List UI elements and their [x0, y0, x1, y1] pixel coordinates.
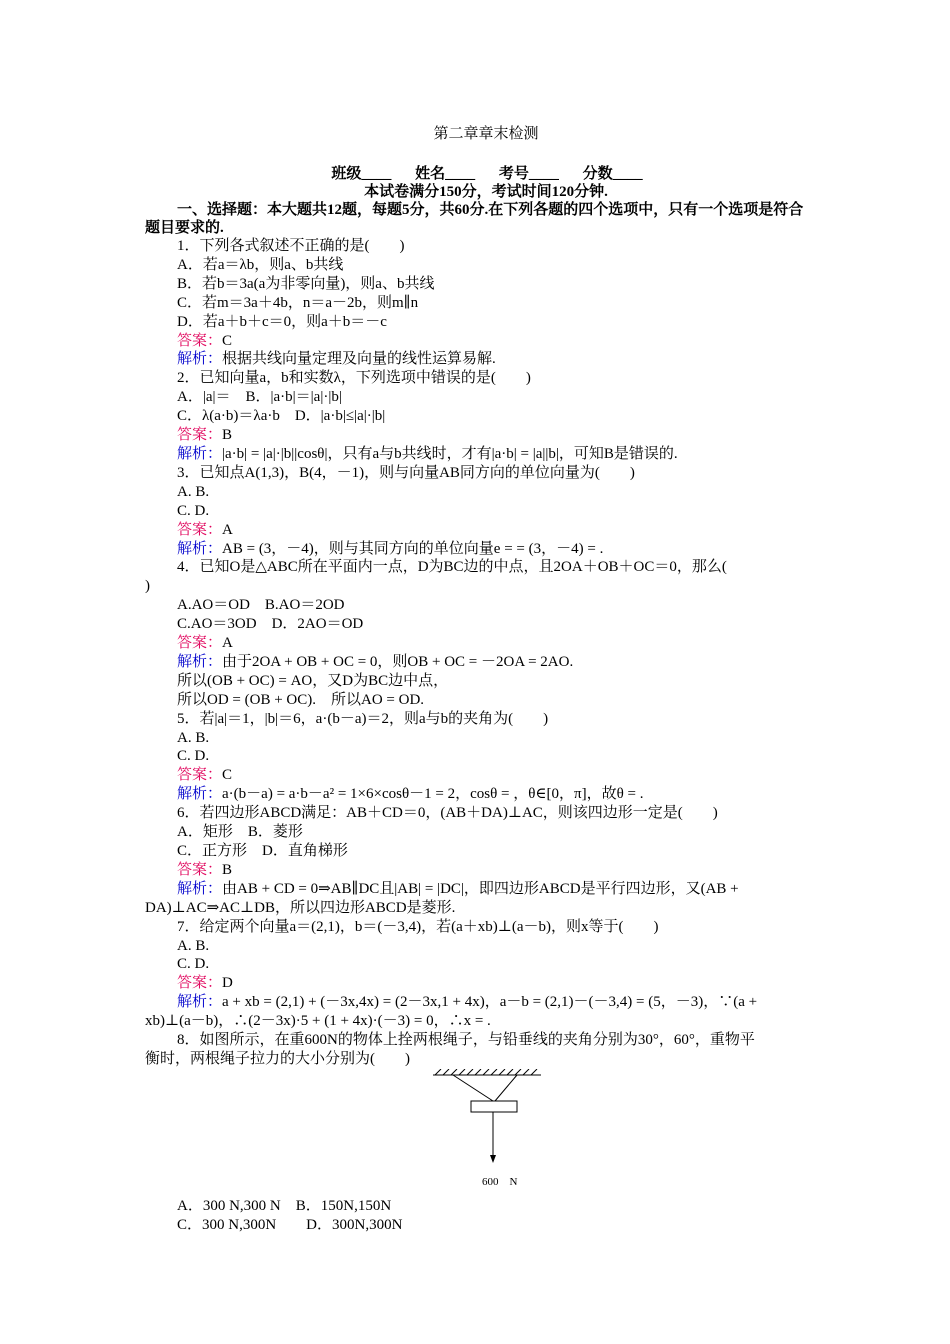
weight-block [471, 1101, 517, 1112]
exam-subtitle: 本试卷满分150分，考试时间120分钟. [364, 184, 608, 200]
document-page [145, 120, 807, 1235]
q3-explain [145, 540, 807, 559]
rope-right [495, 1075, 517, 1101]
score-field: 分数____ [582, 166, 643, 182]
q1-option-b: B．若b＝3a(a为非零向量)，则a、b共线 [177, 275, 435, 292]
class-field: 班级____ [331, 166, 392, 182]
q5-explain-text: a·(b－a) = a·b－a² = 1×6×cosθ－1 = 2，cosθ = ，θ∈[0，π]，故θ = . [222, 786, 644, 803]
q5-stem: 5．若|a|＝1，|b|＝6，a·(b－a)＝2，则a与b的夹角为( ) [177, 710, 549, 727]
explain-label: 解析： [177, 445, 223, 462]
q3-answer-value: A [222, 521, 233, 538]
explain-label: 解析： [177, 653, 223, 670]
q2-options-cd: C．λ(a·b)＝λa·b D．|a·b|≤|a|·|b| [177, 408, 386, 425]
q8-force-diagram [145, 1069, 807, 1197]
q2-stem: 2．已知向量a，b和实数λ，下列选项中错误的是( ) [177, 370, 531, 387]
q6-explain [145, 880, 807, 899]
answer-label: 答案： [177, 521, 223, 538]
figure-label: 600 N [482, 1175, 518, 1188]
q6-options-cd: C．正方形 D．直角梯形 [177, 843, 348, 859]
q1-option-c: C．若m＝3a＋4b，n＝a－2b，则m∥n [177, 294, 419, 311]
q5-options-ab: A. B. [177, 729, 210, 746]
q4-answer-value: A [222, 635, 233, 652]
q3-explain-text: AB = (3，－4)，则与其同方向的单位向量e = = (3，－4) = . [222, 540, 604, 557]
q4-stem-cont: ) [145, 578, 150, 595]
rope-left [453, 1075, 493, 1101]
q7-options-ab: A. B. [177, 937, 210, 954]
q5-explain [145, 785, 807, 804]
q4-explain-line-3: 所以OD = (OB + OC). 所以AO = OD. [177, 691, 425, 708]
q3-stem: 3．已知点A(1,3)，B(4，－1)，则与向量AB同方向的单位向量为( ) [177, 464, 635, 481]
answer-label: 答案： [177, 975, 223, 992]
answer-label: 答案： [177, 861, 223, 878]
q4-options-cd: C.AO＝3OD D．2AO＝OD [177, 616, 364, 633]
explain-label: 解析： [177, 540, 223, 557]
q7-answer [145, 974, 807, 993]
arrow-head-icon [490, 1155, 496, 1163]
answer-label: 答案： [177, 332, 223, 349]
section-heading: 一、选择题：本大题共12题，每题5分，共60分.在下列各题的四个选项中，只有一个选项是符合题目要求的. [145, 202, 804, 236]
q4-options-ab: A.AO＝OD B.AO＝2OD [177, 597, 345, 614]
q2-options-ab: A．|a|＝ B．|a·b|＝|a|·|b| [177, 389, 342, 406]
q8-options-cd: C．300 N,300N D．300N,300N [177, 1216, 403, 1233]
q1-explain [145, 350, 807, 369]
q5-options-cd: C. D. [177, 748, 210, 765]
q6-explain-text: 由AB + CD = 0⇒AB∥DC且|AB| = |DC|，即四边形ABCD是平行四边形，又(AB + [222, 880, 739, 897]
document-title: 第二章章末检测 [433, 126, 539, 142]
name-field: 姓名____ [415, 166, 476, 182]
q6-stem: 6．若四边形ABCD满足：AB＋CD＝0，(AB＋DA)⊥AC，则该四边形一定是( ) [177, 805, 718, 822]
q1-option-d: D．若a＋b＋c＝0，则a＋b＝－c [177, 313, 387, 330]
q2-explain-text: |a·b| = |a|·|b||cosθ|，只有a与b共线时，才有|a·b| = |a||b|，可知B是错误的. [222, 445, 678, 462]
explain-label: 解析： [177, 880, 223, 897]
q8-options-ab: A．300 N,300 N B．150N,150N [177, 1197, 392, 1214]
q6-options-ab: A．矩形 B．菱形 [177, 824, 303, 841]
q4-answer [145, 634, 807, 653]
q7-options-cd: C. D. [177, 956, 210, 973]
q4-explain-text: 由于2OA + OB + OC = 0，则OB + OC = －2OA = 2AO. [222, 653, 574, 670]
explain-label: 解析： [177, 786, 223, 803]
q2-answer-value: B [222, 427, 233, 444]
q2-explain [145, 445, 807, 464]
q8-stem-cont: 衡时，两根绳子拉力的大小分别为( ) [145, 1050, 410, 1067]
q6-answer [145, 861, 807, 880]
q3-answer [145, 521, 807, 540]
explain-label: 解析： [177, 351, 223, 368]
q3-options-ab: A. B. [177, 483, 210, 500]
q7-explain-text: a + xb = (2,1) + (－3x,4x) = (2－3x,1 + 4x)，a－b = (2,1)－(－3,4) = (5，－3)，∵(a + [222, 994, 758, 1011]
q1-explain-text: 根据共线向量定理及向量的线性运算易解. [222, 351, 496, 368]
q4-explain-line-2: 所以(OB + OC) = AO，又D为BC边中点， [177, 672, 449, 689]
q4-stem: 4．已知O是△ABC所在平面内一点，D为BC边的中点，且2OA＋OB＋OC＝0，那么( [177, 559, 727, 576]
q7-explain-line-2: xb)⊥(a－b)，∴(2－3x)·5 + (1 + 4x)·(－3) = 0，∴x = . [145, 1013, 491, 1030]
q5-answer-value: C [222, 767, 233, 784]
q7-stem: 7．给定两个向量a＝(2,1)，b＝(－3,4)，若(a＋xb)⊥(a－b)，则x等于( ) [177, 918, 659, 935]
answer-label: 答案： [177, 635, 223, 652]
q2-answer [145, 426, 807, 445]
q6-explain-line-2: DA)⊥AC⇒AC⊥DB，所以四边形ABCD是菱形. [145, 899, 456, 916]
q6-answer-value: B [222, 861, 233, 878]
q3-options-cd: C. D. [177, 502, 210, 519]
number-field: 考号____ [498, 166, 559, 182]
q1-option-a: A．若a＝λb，则a、b共线 [177, 256, 344, 273]
q1-stem: 1．下列各式叙述不正确的是( ) [177, 238, 405, 254]
student-info-line [167, 162, 807, 183]
q1-answer-value: C [222, 332, 233, 349]
answer-label: 答案： [177, 427, 223, 444]
q7-explain [145, 993, 807, 1012]
answer-label: 答案： [177, 767, 223, 784]
explain-label: 解析： [177, 994, 223, 1011]
q4-explain [145, 653, 807, 672]
q7-answer-value: D [222, 975, 233, 992]
ceiling-hatch [433, 1069, 541, 1075]
q1-answer [145, 332, 807, 351]
q5-answer [145, 766, 807, 785]
q8-stem: 8．如图所示，在重600N的物体上拴两根绳子，与铅垂线的夹角分别为30°，60°，重物平 [177, 1032, 755, 1049]
